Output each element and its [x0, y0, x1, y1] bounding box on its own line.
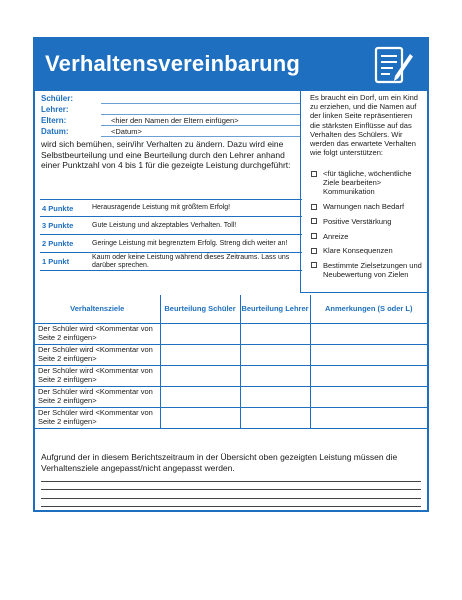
student-rating-cell[interactable] [160, 407, 240, 428]
field-label: Schüler: [41, 94, 74, 103]
table-row [35, 344, 427, 365]
contract-document [33, 37, 429, 512]
checklist-label: Anreize [323, 231, 349, 241]
teacher-rating-cell[interactable] [240, 323, 310, 344]
goal-cell: Der Schüler wird <Kommentar von Seite 2 einfügen> [35, 344, 160, 365]
column-header-notes: Anmerkungen (S oder L) [310, 295, 427, 323]
checkbox[interactable] [311, 171, 317, 177]
checklist-item [311, 217, 423, 226]
writing-line[interactable] [41, 482, 421, 491]
teacher-rating-cell[interactable] [240, 407, 310, 428]
goal-cell: Der Schüler wird <Kommentar von Seite 2 einfügen> [35, 323, 160, 344]
checkbox[interactable] [311, 204, 317, 210]
table-row [35, 323, 427, 344]
checklist-item [311, 261, 423, 279]
checklist-label: Positive Verstärkung [323, 216, 392, 226]
column-header-teacher-rating: Beurteilung Lehrer [240, 295, 310, 323]
student-rating-cell[interactable] [160, 344, 240, 365]
teacher-rating-cell[interactable] [240, 344, 310, 365]
goal-cell: Der Schüler wird <Kommentar von Seite 2 einfügen> [35, 365, 160, 386]
scale-points: 1 Punkt [42, 257, 70, 266]
field-line [101, 103, 301, 104]
goal-cell: Der Schüler wird <Kommentar von Seite 2 einfügen> [35, 386, 160, 407]
field-line [101, 114, 301, 115]
checklist-label: Klare Konsequenzen [323, 246, 393, 256]
teacher-field[interactable] [41, 105, 301, 116]
field-label: Lehrer: [41, 105, 69, 114]
student-field[interactable] [41, 94, 301, 105]
column-header-student-rating: Beurteilung Schüler [160, 295, 240, 323]
student-rating-cell[interactable] [160, 386, 240, 407]
scale-description: Geringe Leistung mit begrenztem Erfolg. Streng dich weiter an! [92, 239, 288, 247]
checklist-item [311, 232, 423, 241]
field-value: <Datum> [111, 127, 142, 136]
field-value: <hier den Namen der Eltern einfügen> [111, 116, 239, 125]
scale-row [40, 199, 302, 217]
support-sidebar [300, 91, 427, 293]
page-title: Verhaltensvereinbarung [45, 51, 301, 76]
scale-row [40, 235, 302, 253]
notes-cell[interactable] [310, 386, 427, 407]
info-fields [41, 94, 301, 138]
checkbox[interactable] [311, 233, 317, 239]
table-header-row [35, 295, 427, 323]
goal-cell: Der Schüler wird <Kommentar von Seite 2 einfügen> [35, 407, 160, 428]
writing-line[interactable] [41, 473, 421, 482]
intro-text: wird sich bemühen, sein/ihr Verhalten zu ändern. Dazu wird eine Selbstbeurteilung und eine Beurteilung durch den Lehrer anhand einer Punktzahl von 4 bis 1 für die gezeigte Leistung durchgeführt: [41, 139, 291, 170]
field-label: Eltern: [41, 116, 67, 125]
goals-table [35, 295, 427, 429]
notes-cell[interactable] [310, 344, 427, 365]
support-checklist [311, 169, 423, 285]
table-row [35, 407, 427, 428]
notes-cell[interactable] [310, 323, 427, 344]
scale-row [40, 217, 302, 235]
student-rating-cell[interactable] [160, 365, 240, 386]
adjustment-text: Aufgrund der in diesem Berichtszeitraum in der Übersicht oben gezeigten Leistung müssen die Verhaltensziele angepasst/nicht angepasst werden. [41, 452, 398, 473]
scale-description: Gute Leistung und akzeptables Verhalten. Toll! [92, 221, 237, 229]
writing-line[interactable] [41, 499, 421, 508]
checklist-item [311, 246, 423, 255]
field-line [101, 136, 301, 137]
table-row [35, 365, 427, 386]
scale-points: 4 Punkte [42, 203, 74, 213]
scale-description: Herausragende Leistung mit größtem Erfolg! [92, 204, 231, 211]
adjustment-section [41, 452, 421, 507]
column-header-goals: Verhaltensziele [35, 295, 160, 323]
sidebar-intro: Es braucht ein Dorf, um ein Kind zu erziehen, und die Namen auf der linken Seite repräsentieren die stärksten Einflüsse auf das Verhalten des Schülers. Wir werden das erwartete Verhalten wie folgt unterstützen: [310, 93, 418, 158]
date-field[interactable] [41, 127, 301, 138]
checklist-item [311, 202, 423, 211]
checkbox[interactable] [311, 262, 317, 268]
header-banner [35, 39, 427, 91]
checkbox[interactable] [311, 248, 317, 254]
checkbox[interactable] [311, 218, 317, 224]
field-label: Datum: [41, 127, 69, 136]
document-pencil-icon [373, 45, 415, 85]
table-row [35, 386, 427, 407]
checklist-item [311, 169, 423, 197]
rating-scale [40, 199, 302, 271]
teacher-rating-cell[interactable] [240, 386, 310, 407]
checklist-label: Bestimmte Zielsetzungen und Neubewertung von Zielen [323, 260, 422, 280]
writing-line[interactable] [41, 490, 421, 499]
scale-description: Kaum oder keine Leistung während dieses Zeitraums. Lass uns darüber sprechen. [92, 253, 290, 269]
checklist-label: <für tägliche, wöchentliche Ziele bearbeiten> Kommunikation [323, 169, 412, 197]
checklist-label: Warnungen nach Bedarf [323, 202, 405, 212]
notes-cell[interactable] [310, 407, 427, 428]
notes-cell[interactable] [310, 365, 427, 386]
teacher-rating-cell[interactable] [240, 365, 310, 386]
parents-field[interactable] [41, 116, 301, 127]
scale-points: 2 Punkte [42, 239, 74, 248]
scale-row [40, 253, 302, 271]
student-rating-cell[interactable] [160, 323, 240, 344]
scale-points: 3 Punkte [42, 221, 74, 230]
field-line [101, 125, 301, 126]
